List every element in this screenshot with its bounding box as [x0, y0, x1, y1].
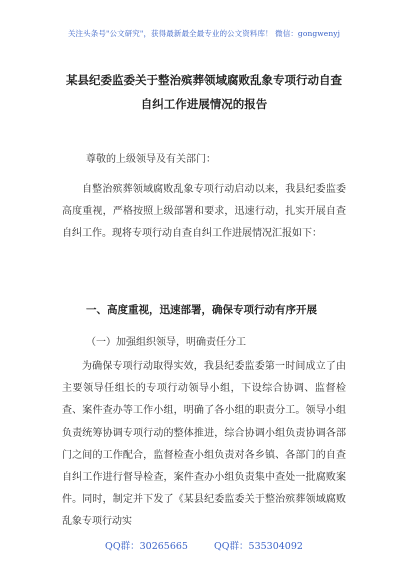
section-heading: 一、高度重视，迅速部署，确保专项行动有序开展 — [86, 304, 317, 316]
footer-qq-group-1: QQ群：30265665 — [105, 541, 188, 552]
salutation: 尊敬的上级领导及有关部门： — [86, 154, 216, 165]
footer-contact — [0, 538, 408, 552]
header-banner: 关注头条号"公文研究"，获得最新最全最专业的公文资料库！ 微信：gongwenyj — [67, 29, 341, 38]
footer-qq-group-2: QQ群：535304092 — [213, 541, 303, 552]
body-paragraph: 为确保专项行动取得实效，我县纪委监委第一时间成立了由主要领导任组长的专项行动领导小组，下设综合协调、监督检查、案件查办等工作小组，明确了各小组的职责分工。领导小组负责统筹协调专项行动的整体推进，综合协调小组负责协调各部门之间的工作配合，监督检查小组负责对各乡镇、各部门的自查自纠工作进行督导检查，案件查办小组负责集中查处一批腐败案件。同时，制定并下发了《某县纪委监委关于整治殡葬领域腐败乱象专项行动实 — [62, 361, 346, 528]
sub-heading: （一）加强组织领导，明确责任分工 — [86, 337, 246, 348]
document-title: 某县纪委监委关于整治殡葬领域腐败乱象专项行动自查自纠工作进展情况的报告 — [66, 73, 342, 111]
intro-paragraph: 自整治殡葬领域腐败乱象专项行动启动以来，我县纪委监委高度重视，严格按照上级部署和要求，迅速行动，扎实开展自查自纠工作。现将专项行动自查自纠工作进展情况汇报如下： — [62, 184, 346, 240]
